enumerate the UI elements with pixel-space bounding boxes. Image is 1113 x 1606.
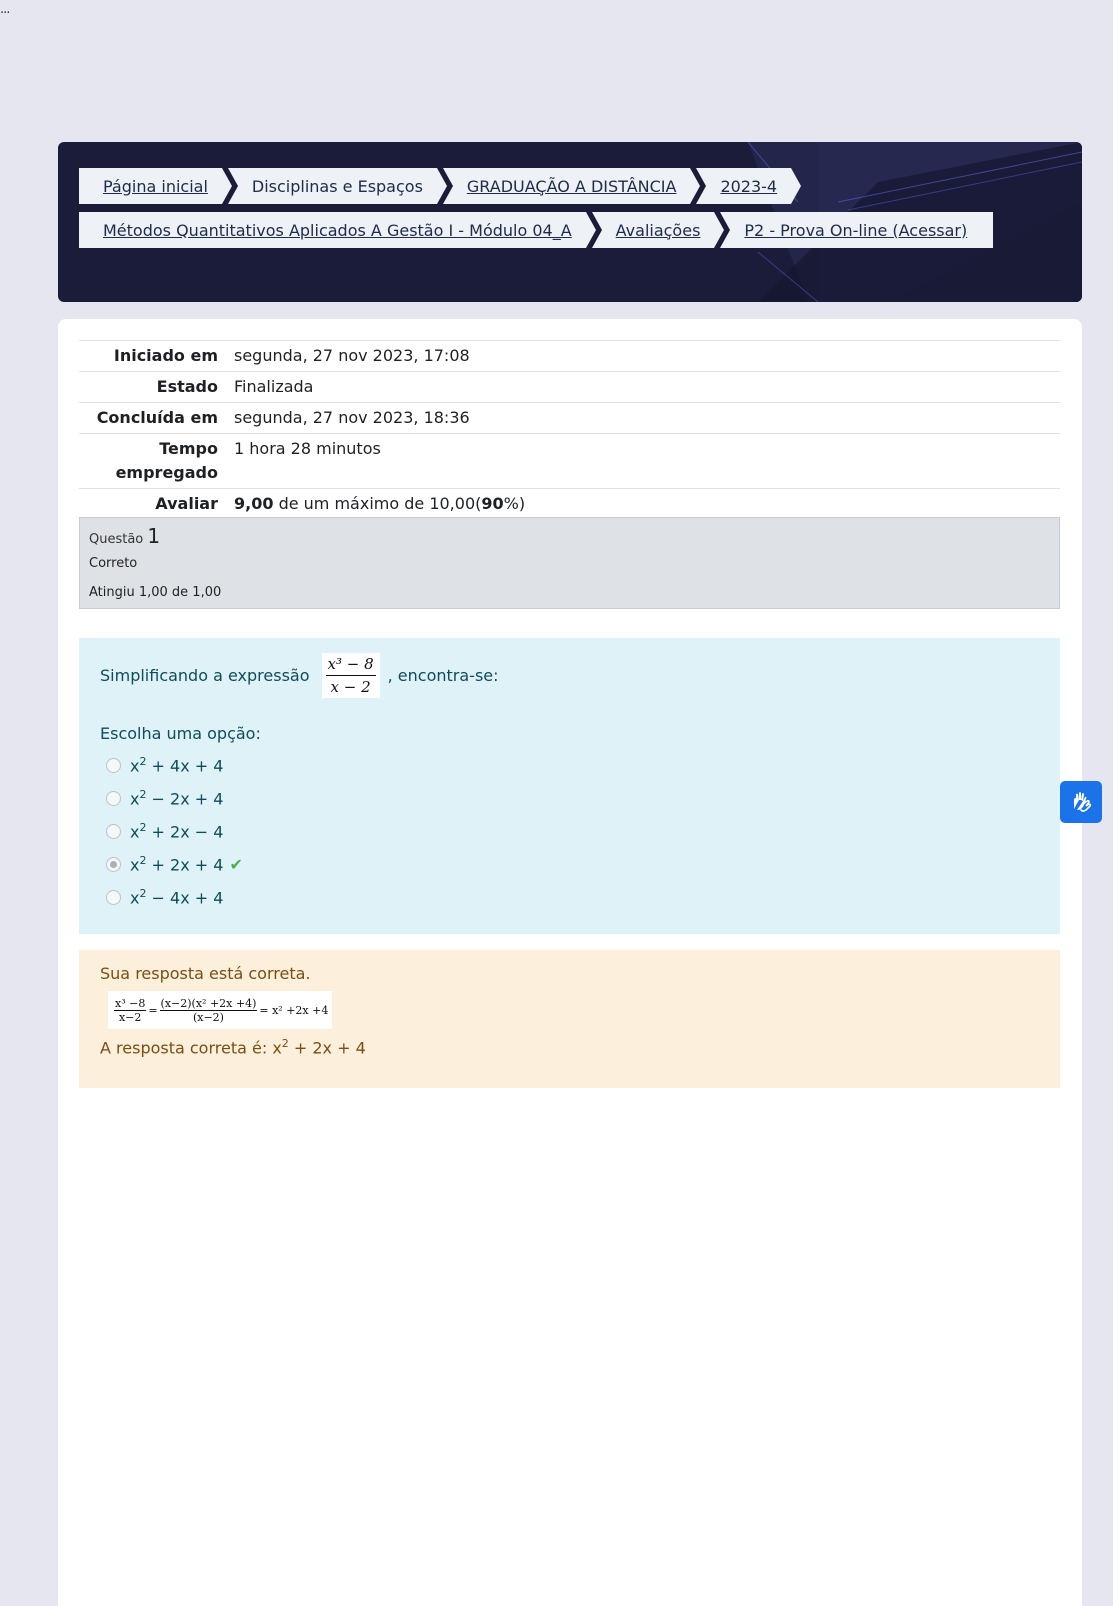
started-value: segunda, 27 nov 2023, 17:08: [234, 346, 470, 365]
option-d-label: $x^2 + 2x + 4$: [130, 854, 224, 875]
solution-mid: $\frac{\text{(x−2)(x² +2x +4)}}{(x-2)}$: [160, 996, 257, 1024]
summary-row-time: [79, 434, 1060, 489]
state-value: Finalizada: [234, 377, 314, 396]
question-info-box: [79, 517, 1060, 609]
answer-options: [100, 749, 1039, 914]
started-label: Iniciado em: [113, 346, 218, 365]
breadcrumb-row-2: [79, 212, 997, 248]
option-a-label: $x^2 + 4x + 4$: [130, 755, 224, 776]
answer-option-a[interactable]: [100, 749, 1039, 782]
expression-numerator: x³ − 8: [326, 655, 376, 676]
breadcrumb-graduacao[interactable]: GRADUAÇÃO A DISTÂNCIA: [443, 168, 691, 204]
hands-icon: [1068, 789, 1094, 815]
question-label: Questão: [89, 532, 144, 547]
expression-image: [322, 653, 380, 698]
question-text: [100, 650, 1039, 700]
breadcrumb-prova[interactable]: P2 - Prova On-line (Acessar): [720, 212, 993, 248]
attempt-summary-table: [79, 340, 1060, 520]
time-value: 1 hora 28 minutos: [234, 439, 381, 458]
correct-answer-text: A resposta correta é: $x^2 + 2x + 4$: [100, 1037, 366, 1058]
answer-option-d[interactable]: [100, 848, 1039, 881]
grade-rest: de um máximo de 10,00(: [273, 494, 482, 513]
summary-row-grade: [79, 489, 1060, 520]
loading-ellipsis: ...: [0, 2, 10, 17]
radio-option-b[interactable]: [106, 791, 121, 806]
question-number: [89, 524, 1050, 548]
main-content-card: [58, 319, 1082, 1606]
radio-option-c[interactable]: [106, 824, 121, 839]
grade-percent: 90: [481, 494, 504, 513]
summary-row-state: [79, 372, 1060, 403]
question-text-before: Simplificando a expressão: [100, 665, 310, 685]
breadcrumb-disciplinas: Disciplinas e Espaços: [228, 168, 437, 204]
grade-end: %): [503, 494, 526, 513]
question-grade: Atingiu 1,00 de 1,00: [89, 585, 222, 600]
correct-check-icon: ✔: [229, 855, 243, 874]
grade-label: Avaliar: [155, 494, 218, 513]
state-label: Estado: [156, 377, 218, 396]
completed-label: Concluída em: [96, 408, 218, 427]
time-label: Tempo empregado: [115, 439, 218, 482]
breadcrumb-course[interactable]: Métodos Quantitativos Aplicados A Gestão I - Módulo 04_A: [79, 212, 586, 248]
breadcrumb-2023-4[interactable]: 2023-4: [696, 168, 791, 204]
completed-value: segunda, 27 nov 2023, 18:36: [234, 408, 470, 427]
grade-value: [234, 489, 1060, 520]
solution-rhs: = x² +2x +4: [259, 1003, 329, 1017]
answer-prompt: Escolha uma opção:: [100, 724, 261, 743]
question-number-value: 1: [147, 524, 161, 548]
feedback-status: Sua resposta está correta.: [100, 964, 311, 983]
question-formulation: [79, 638, 1060, 934]
answer-feedback: [79, 950, 1060, 1088]
grade-score: 9,00: [234, 494, 274, 513]
expression-denominator: x − 2: [330, 677, 371, 696]
summary-row-started: [79, 341, 1060, 372]
option-c-label: $x^2 + 2x - 4$: [130, 821, 224, 842]
breadcrumb-home[interactable]: Página inicial: [79, 168, 222, 204]
radio-option-e[interactable]: [106, 890, 121, 905]
solution-image: $\frac{\text{x³ −8}}{x-2}$ = $\frac{\text{(x−2)(x² +2x +4)}}{(x-2)}$ = x² +2x +4: [108, 991, 332, 1029]
question-state: Correto: [89, 556, 138, 571]
breadcrumb-avaliacoes[interactable]: Avaliações: [592, 212, 715, 248]
question-text-after: , encontra-se:: [387, 665, 499, 685]
summary-row-completed: [79, 403, 1060, 434]
answer-option-e[interactable]: [100, 881, 1039, 914]
option-e-label: $x^2 - 4x + 4$: [130, 887, 224, 908]
sign-language-button[interactable]: [1060, 781, 1102, 823]
radio-option-d[interactable]: [106, 857, 121, 872]
page-header: [58, 142, 1082, 302]
radio-option-a[interactable]: [106, 758, 121, 773]
solution-lhs: $\frac{\text{x³ −8}}{x-2}$: [115, 996, 146, 1024]
answer-option-c[interactable]: [100, 815, 1039, 848]
breadcrumb-row-1: [79, 168, 797, 204]
answer-option-b[interactable]: [100, 782, 1039, 815]
option-b-label: $x^2 - 2x + 4$: [130, 788, 224, 809]
